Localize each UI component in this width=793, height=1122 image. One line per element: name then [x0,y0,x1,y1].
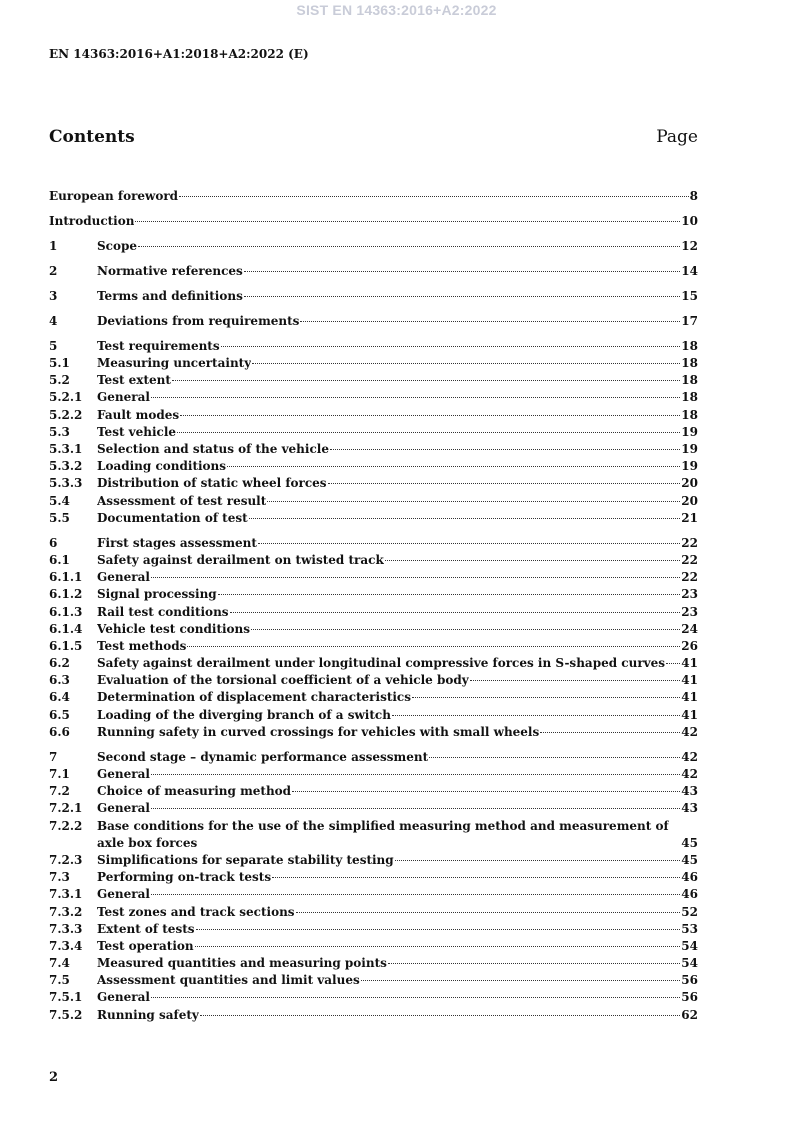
toc-entry[interactable] [49,338,698,355]
toc-entry-title: Signal processing [97,587,217,602]
toc-entry-number: 5.4 [49,493,70,508]
toc-entry-page: 54 [681,956,698,971]
toc-leader-dots [230,612,681,613]
toc-entry[interactable] [49,213,698,230]
toc-entry-title: General [97,767,150,781]
toc-entry[interactable] [49,749,698,766]
toc-entry[interactable] [49,458,698,475]
toc-entry-number: 5.3 [49,424,70,439]
toc-entry[interactable] [49,552,698,569]
toc-entry-page: 18 [681,373,698,388]
page-column-label: Page [656,127,698,147]
toc-entry-number: 6.1.1 [49,570,83,585]
toc-entry-title: General [97,390,150,405]
toc-entry[interactable] [49,621,698,638]
toc-entry-title: Loading conditions [97,459,227,474]
toc-leader-dots [267,501,680,502]
toc-leader-dots [200,1015,680,1016]
toc-entry-title: Simplifications for separate stability testing [97,852,394,867]
toc-leader-dots [151,894,680,895]
toc-entry-title: Rail test conditions [97,604,229,619]
toc-leader-dots [258,543,680,544]
toc-entry-title: Vehicle test conditions [97,621,251,636]
toc-leader-dots [227,466,680,467]
toc-entry-page: 24 [681,621,698,636]
toc-entry-number: 6.1.2 [49,587,83,602]
toc-entry-number: 5.2.1 [49,390,83,405]
toc-entry[interactable] [49,972,698,989]
toc-entry-number: 7.2.2 [49,818,83,833]
toc-leader-dots [272,877,680,878]
toc-entry-number: 7.2 [49,784,70,799]
toc-entry-title: Selection and status of the vehicle [97,442,329,457]
toc-entry-page: 41 [681,707,698,722]
toc-leader-dots [296,912,681,913]
toc-leader-dots [196,929,681,930]
watermark: SIST EN 14363:2016+A2:2022 [296,2,497,18]
toc-entry-title: Fault modes [97,407,180,422]
toc-entry-title: Running safety in curved crossings for vehicles with small wheels [97,724,540,739]
toc-entry[interactable] [49,604,698,621]
toc-entry-title: Determination of displacement characteristics [97,690,411,705]
toc-entry-number: 6.1 [49,552,70,567]
toc-entry-page: 22 [681,535,698,550]
toc-leader-dots [187,646,680,647]
toc-leader-dots [151,577,680,578]
toc-entry-page: 23 [681,604,698,619]
toc-entry-number: 5 [49,338,58,353]
toc-entry[interactable] [49,441,698,458]
toc-entry[interactable] [49,569,698,586]
toc-leader-dots [361,980,681,981]
toc-entry-title: Distribution of static wheel forces [97,476,327,491]
toc-entry[interactable] [49,288,698,305]
toc-entry-page: 41 [681,656,698,671]
toc-entry-title: European foreword [49,189,179,203]
toc-entry-page: 46 [681,870,698,885]
toc-entry-number: 7.3.1 [49,887,83,902]
toc-entry[interactable] [49,586,698,603]
toc-leader-dots [292,791,680,792]
toc-entry-title: axle box forces [97,835,198,850]
toc-entry-title: General [97,801,150,816]
toc-entry-page: 54 [681,938,698,953]
toc-entry-title: Evaluation of the torsional coefficient of a vehicle body [97,673,469,688]
toc-entry-title: Safety against derailment on twisted track [97,552,384,567]
toc-entry-number: 7.3.4 [49,938,83,953]
toc-leader-dots [388,963,680,964]
toc-entry[interactable] [49,835,698,852]
toc-leader-dots [151,774,680,775]
toc-entry[interactable] [49,638,698,655]
toc-entry-title: Test extent [97,373,171,388]
toc-entry[interactable] [49,424,698,441]
toc-entry-title: Safety against derailment under longitudinal compressive forces in S-shaped curves [97,656,666,671]
toc-entry-number: 6.1.4 [49,621,83,636]
toc-entry[interactable] [49,818,698,835]
toc-entry-number: 5.2 [49,373,70,388]
toc-entry-number: 7 [49,749,58,764]
toc-leader-dots [385,560,681,561]
toc-entry[interactable] [49,800,698,817]
toc-entry-page: 18 [681,356,698,371]
toc-leader-dots [251,629,680,630]
toc-entry-title: Loading of the diverging branch of a switch [97,707,391,722]
toc-entry[interactable] [49,921,698,938]
toc-entry-page: 42 [681,767,698,781]
table-of-contents [49,188,698,1024]
toc-entry[interactable] [49,238,698,255]
toc-entry-number: 2 [49,263,58,278]
toc-entry-number: 6.6 [49,724,70,739]
toc-leader-dots [135,221,680,222]
toc-entry-number: 5.2.2 [49,407,83,422]
toc-entry[interactable] [49,655,698,672]
toc-entry-number: 5.1 [49,356,70,371]
toc-entry-number: 7.3.3 [49,921,83,936]
toc-entry[interactable] [49,904,698,921]
toc-leader-dots [666,663,680,664]
toc-entry-page: 56 [681,990,698,1005]
toc-leader-dots [180,415,680,416]
toc-leader-dots [540,732,680,733]
toc-leader-dots [218,594,681,595]
toc-entry[interactable] [49,263,698,280]
toc-entry-page: 52 [681,904,698,919]
toc-leader-dots [177,432,680,433]
toc-entry[interactable] [49,372,698,389]
toc-leader-dots [244,271,681,272]
toc-entry[interactable] [49,869,698,886]
toc-entry-page: 42 [681,749,698,764]
toc-entry-page: 20 [681,493,698,508]
toc-entry-title: Test operation [97,938,194,953]
toc-leader-dots [195,946,681,947]
toc-leader-dots [151,997,680,998]
toc-entry[interactable] [49,886,698,903]
toc-entry-number: 4 [49,313,58,328]
toc-entry-page: 19 [681,424,698,439]
toc-entry[interactable] [49,852,698,869]
toc-leader-dots [172,380,680,381]
toc-entry[interactable] [49,407,698,424]
toc-entry-page: 18 [681,407,698,422]
toc-entry[interactable] [49,535,698,552]
toc-entry-number: 7.2.3 [49,852,83,867]
toc-entry-number: 7.5.2 [49,1007,83,1022]
toc-entry-number: 5.5 [49,510,70,525]
toc-entry-page: 10 [681,213,698,228]
toc-entry[interactable] [49,672,698,689]
toc-entry-number: 5.3.2 [49,459,83,474]
toc-entry-page: 41 [681,673,698,688]
toc-entry-title: Extent of tests [97,921,195,936]
toc-entry-title: Measuring uncertainty [97,356,252,371]
toc-entry-page: 45 [681,852,698,867]
toc-entry-title: Deviations from requirements [97,313,300,328]
toc-entry-title: Test methods [97,638,187,653]
toc-leader-dots [395,860,681,861]
toc-entry[interactable] [49,766,698,783]
toc-entry-number: 7.3 [49,870,70,885]
toc-entry-page: 22 [681,570,698,585]
toc-leader-dots [138,246,680,247]
toc-entry-title: Documentation of test [97,510,248,525]
toc-entry[interactable] [49,955,698,972]
toc-entry-number: 5.3.3 [49,476,83,491]
toc-entry-title: Normative references [97,263,243,278]
toc-entry-number: 7.5 [49,973,70,988]
toc-entry-page: 12 [681,238,698,253]
toc-entry[interactable] [49,707,698,724]
toc-entry-page: 41 [681,690,698,705]
toc-entry-number: 3 [49,288,58,303]
toc-entry-page: 42 [681,724,698,739]
toc-entry-title: Choice of measuring method [97,784,292,799]
toc-leader-dots [249,518,681,519]
contents-heading: Contents [49,127,135,147]
toc-entry-number: 1 [49,238,58,253]
toc-entry-page: 26 [681,638,698,653]
toc-leader-dots [179,196,689,197]
toc-entry-title: Assessment quantities and limit values [97,973,360,988]
toc-entry-page: 21 [681,510,698,525]
toc-entry-number: 6.4 [49,690,70,705]
toc-entry[interactable] [49,493,698,510]
toc-entry[interactable] [49,510,698,527]
toc-entry-page: 8 [689,189,698,203]
toc-entry-title: First stages assessment [97,535,257,550]
toc-entry[interactable] [49,783,698,800]
toc-entry-title: Terms and definitions [97,288,243,303]
toc-entry-page: 23 [681,587,698,602]
toc-entry-title: Test vehicle [97,424,177,439]
toc-entry-number: 7.3.2 [49,904,83,919]
toc-entry-number: 7.4 [49,956,70,971]
document-id: EN 14363:2016+A1:2018+A2:2022 (E) [49,47,309,61]
toc-entry-page: 14 [681,263,698,278]
toc-leader-dots [151,808,680,809]
page-number: 2 [49,1070,59,1085]
toc-entry-page: 15 [681,288,698,303]
toc-entry[interactable] [49,475,698,492]
toc-entry-page: 19 [681,442,698,457]
toc-entry-page: 22 [681,552,698,567]
toc-entry-page: 62 [681,1007,698,1022]
toc-entry-page: 53 [681,921,698,936]
toc-entry-number: 6.2 [49,656,70,671]
toc-leader-dots [330,449,680,450]
toc-leader-dots [328,483,681,484]
toc-entry-page: 18 [681,338,698,353]
toc-entry-page: 43 [681,801,698,816]
toc-entry-title: General [97,990,150,1005]
toc-leader-dots [151,397,680,398]
toc-entry[interactable] [49,313,698,330]
toc-entry-title: Introduction [49,213,135,228]
toc-entry-page: 46 [681,887,698,902]
toc-entry-title: General [97,887,150,902]
toc-entry-number: 7.1 [49,767,70,781]
toc-entry[interactable] [49,938,698,955]
toc-leader-dots [392,715,680,716]
toc-entry-page: 17 [681,313,698,328]
toc-entry[interactable] [49,689,698,706]
toc-entry-number: 6.3 [49,673,70,688]
toc-leader-dots [300,321,680,322]
toc-entry-number: 7.5.1 [49,990,83,1005]
toc-entry-title: General [97,570,150,585]
toc-leader-dots [244,296,680,297]
toc-leader-dots [429,757,680,758]
toc-leader-dots [221,346,681,347]
toc-entry[interactable] [49,1007,698,1024]
toc-entry[interactable] [49,389,698,406]
toc-leader-dots [412,697,680,698]
toc-entry-number: 6.1.5 [49,638,83,653]
toc-entry[interactable] [49,989,698,1006]
toc-entry-page: 45 [681,835,698,850]
toc-entry-number: 6.1.3 [49,604,83,619]
toc-entry-title: Second stage – dynamic performance assessment [97,749,429,764]
toc-entry-number: 6 [49,535,58,550]
toc-entry-title: Base conditions for the use of the simplified measuring method and measurement of [97,818,669,833]
toc-entry-title: Measured quantities and measuring points [97,956,387,971]
toc-entry-page: 43 [681,784,698,799]
toc-entry-page: 19 [681,459,698,474]
toc-entry-number: 7.2.1 [49,801,83,816]
toc-entry-page: 20 [681,476,698,491]
toc-entry-page: 56 [681,973,698,988]
toc-entry-number: 6.5 [49,707,70,722]
toc-entry-number: 5.3.1 [49,442,83,457]
toc-entry-page: 18 [681,390,698,405]
toc-entry[interactable] [49,188,698,205]
toc-entry-title: Running safety [97,1007,199,1022]
toc-entry-title: Scope [97,238,138,253]
toc-entry-title: Test requirements [97,338,220,353]
toc-entry[interactable] [49,355,698,372]
toc-entry-title: Performing on-track tests [97,870,272,885]
toc-leader-dots [470,680,681,681]
toc-entry-title: Assessment of test result [97,493,267,508]
toc-entry[interactable] [49,724,698,741]
toc-entry-title: Test zones and track sections [97,904,295,919]
toc-leader-dots [252,363,680,364]
